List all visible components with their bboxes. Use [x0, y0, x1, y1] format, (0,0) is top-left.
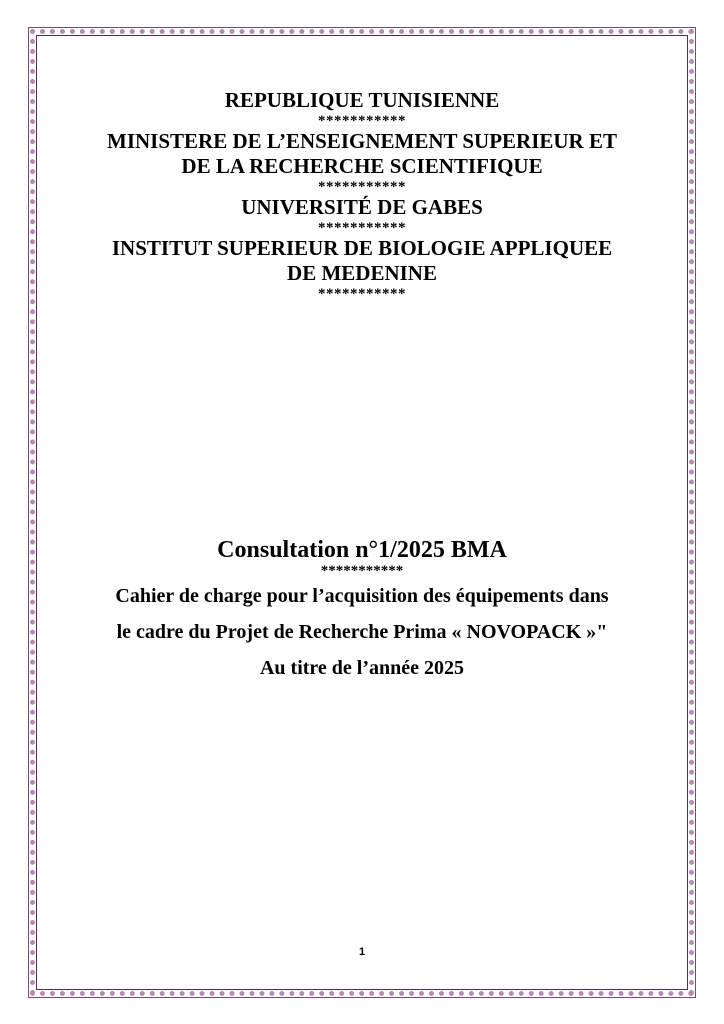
separator-stars: ***********	[318, 179, 406, 195]
institute-heading-line1: INSTITUT SUPERIEUR DE BIOLOGIE APPLIQUEE	[111, 236, 613, 260]
subtitle-line2: le cadre du Projet de Recherche Prima « NOVOPACK »"	[116, 621, 608, 643]
separator-stars: ***********	[318, 220, 406, 236]
page-number: 1	[358, 946, 366, 958]
consultation-title: Consultation n°1/2025 BMA	[217, 537, 507, 563]
document-header	[70, 88, 654, 302]
institute-heading-line2: DE MEDENINE	[287, 261, 437, 285]
ministry-heading-line1: MINISTERE DE L’ENSEIGNEMENT SUPERIEUR ET	[107, 129, 617, 153]
document-title-block	[60, 536, 664, 686]
university-heading: UNIVERSITÉ DE GABES	[241, 195, 483, 219]
republic-heading: REPUBLIQUE TUNISIENNE	[224, 88, 500, 112]
separator-stars: ***********	[318, 113, 406, 129]
subtitle-line1: Cahier de charge pour l’acquisition des équipements dans	[115, 585, 609, 607]
separator-stars: ***********	[320, 563, 404, 579]
separator-stars: ***********	[318, 286, 406, 302]
subtitle-line3: Au titre de l’année 2025	[259, 657, 465, 679]
ministry-heading-line2: DE LA RECHERCHE SCIENTIFIQUE	[181, 154, 543, 178]
